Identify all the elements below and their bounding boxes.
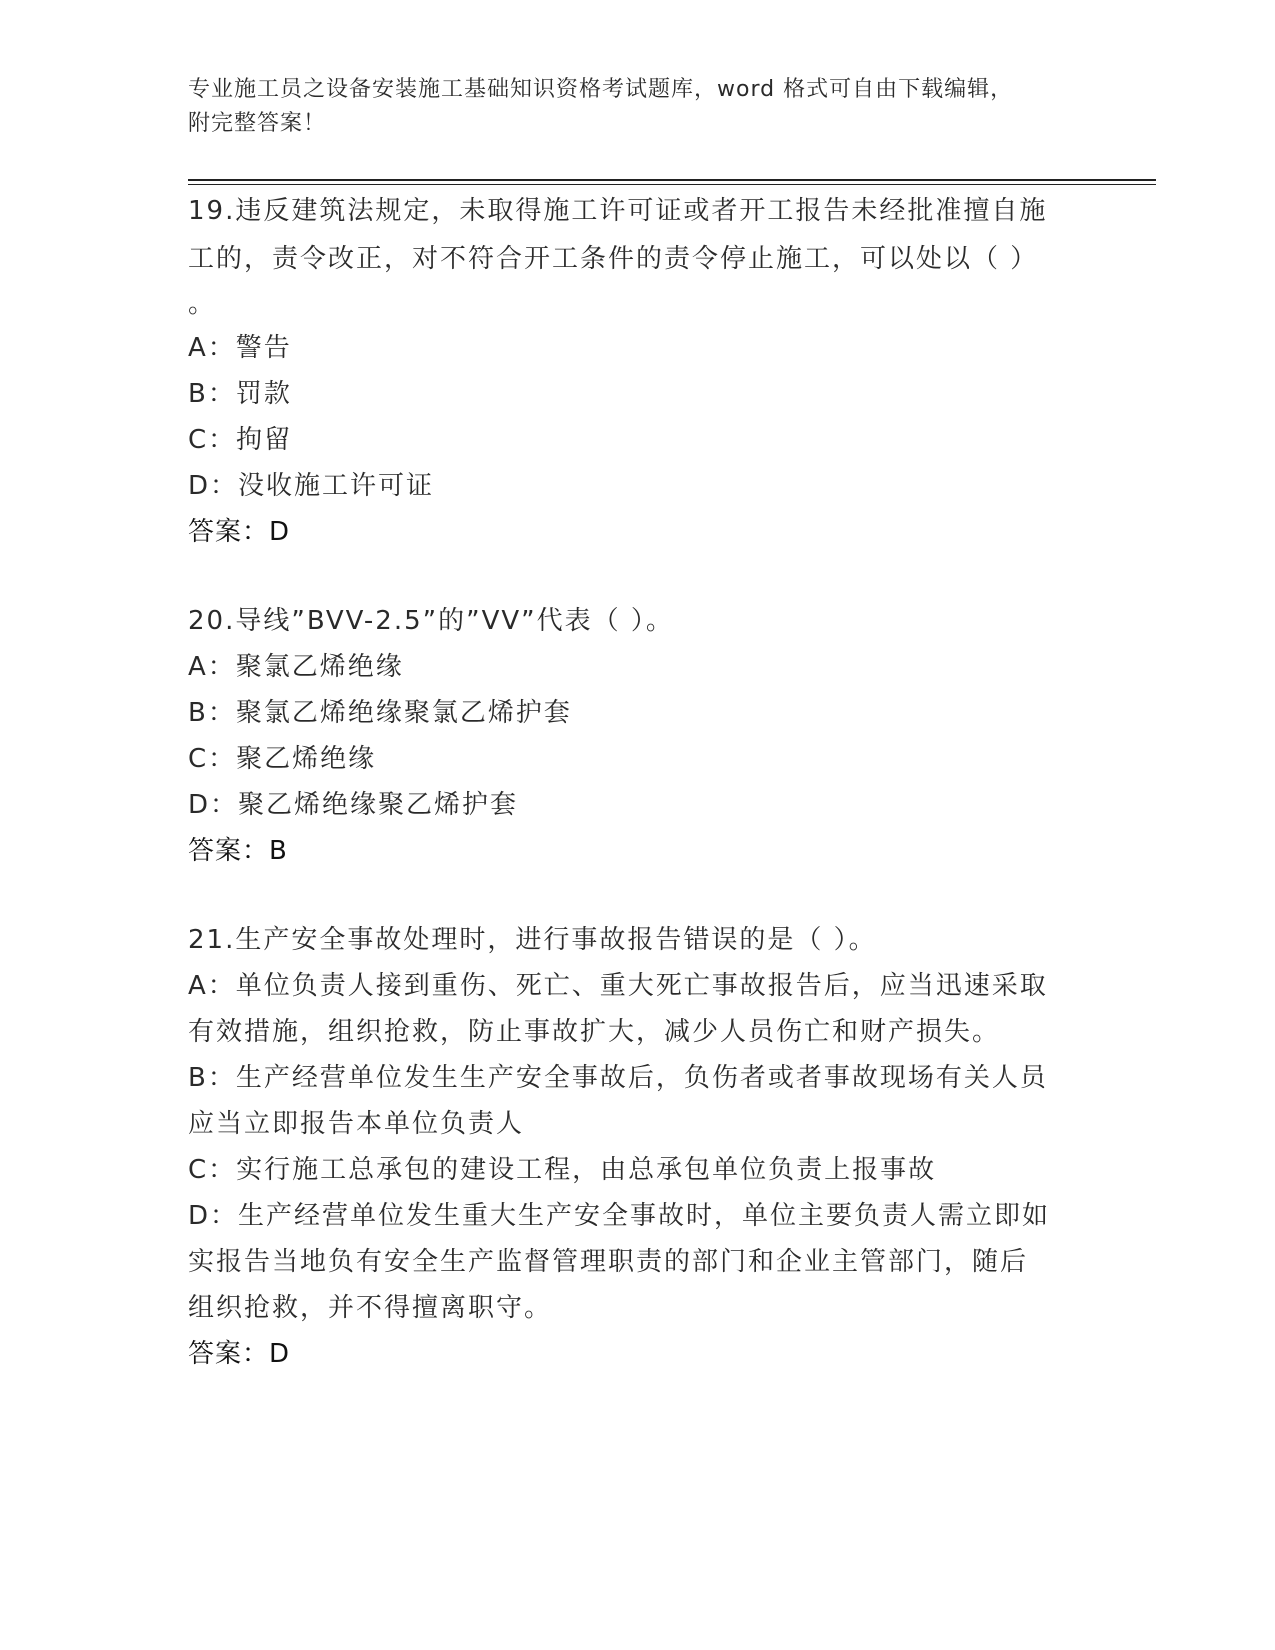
stem-line: 21.生产安全事故处理时，进行事故报告错误的是（ ）。 [188, 925, 877, 955]
question-20 [188, 598, 1078, 874]
option-d: D：生产经营单位发生重大生产安全事故时，单位主要负责人需立即如 [188, 1201, 1051, 1231]
option-d-cont: 实报告当地负有安全生产监督管理职责的部门和企业主管部门，随后 [188, 1247, 1029, 1277]
answer: 答案：D [188, 517, 291, 547]
header-divider-thin [188, 184, 1156, 185]
document-header [188, 73, 1068, 141]
header-divider [188, 179, 1156, 181]
question-stem [188, 187, 1078, 325]
question-21 [188, 917, 1078, 1377]
option-d-cont: 组织抢救，并不得擅离职守。 [188, 1293, 553, 1323]
option-d: D：聚乙烯绝缘聚乙烯护套 [188, 790, 519, 820]
option-b: B：聚氯乙烯绝缘聚氯乙烯护套 [188, 698, 572, 728]
header-line-2: 附完整答案！ [188, 111, 327, 136]
option-b: B：生产经营单位发生生产安全事故后，负伤者或者事故现场有关人员 [188, 1063, 1048, 1093]
option-c: C：聚乙烯绝缘 [188, 744, 377, 774]
option-a-cont: 有效措施，组织抢救，防止事故扩大，减少人员伤亡和财产损失。 [188, 1017, 1001, 1047]
stem-line: 。 [188, 289, 217, 319]
stem-line: 20.导线”BVV-2.5”的”VV”代表（ ）。 [188, 606, 674, 636]
question-19 [188, 187, 1078, 555]
answer: 答案：D [188, 1339, 291, 1369]
option-a: A：单位负责人接到重伤、死亡、重大死亡事故报告后，应当迅速采取 [188, 971, 1048, 1001]
option-d: D：没收施工许可证 [188, 471, 435, 501]
option-b-cont: 应当立即报告本单位负责人 [188, 1109, 525, 1139]
option-c: C：实行施工总承包的建设工程，由总承包单位负责上报事故 [188, 1155, 937, 1185]
option-a: A：聚氯乙烯绝缘 [188, 652, 404, 682]
stem-line: 19.违反建筑法规定，未取得施工许可证或者开工报告未经批准擅自施 [188, 196, 1048, 226]
header-line-1: 专业施工员之设备安装施工基础知识资格考试题库，word 格式可自由下载编辑， [188, 77, 1014, 102]
stem-line: 工的，责令改正，对不符合开工条件的责令停止施工，可以处以（ ） [188, 244, 1039, 274]
option-a: A：警告 [188, 333, 292, 363]
option-c: C：拘留 [188, 425, 293, 455]
option-b: B：罚款 [188, 379, 292, 409]
answer: 答案：B [188, 836, 288, 866]
